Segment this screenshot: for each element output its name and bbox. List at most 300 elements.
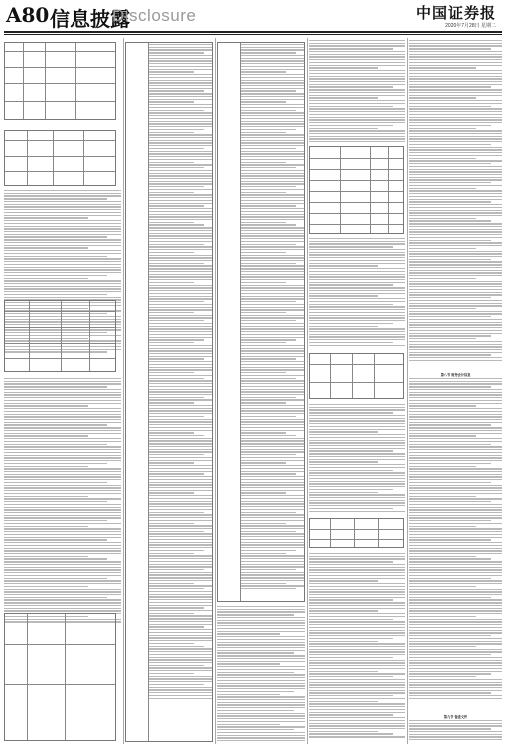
- text-line: [149, 153, 212, 154]
- text-line: [149, 265, 212, 266]
- text-line: [241, 115, 304, 116]
- text-line: [309, 478, 405, 479]
- text-line: [149, 224, 204, 225]
- text-line: [4, 297, 121, 298]
- text-line: [409, 673, 491, 674]
- text-line: [217, 710, 294, 711]
- text-line: [409, 455, 502, 456]
- text-line: [149, 473, 204, 474]
- text-line: [409, 103, 502, 104]
- text-line: [149, 654, 212, 655]
- text-line: [217, 685, 305, 686]
- text-line: [409, 130, 502, 131]
- text-line: [241, 142, 304, 143]
- text-line: [309, 733, 393, 734]
- text-line: [409, 660, 502, 661]
- text-line: [409, 292, 502, 293]
- column-3: [217, 38, 305, 744]
- text-line: [309, 257, 405, 258]
- text-line: [309, 282, 405, 283]
- text-line: [4, 267, 121, 268]
- text-line: [241, 96, 304, 97]
- text-line: [409, 360, 502, 361]
- text-line: [241, 304, 304, 305]
- text-line: [409, 408, 502, 409]
- text-line: [149, 186, 204, 187]
- text-line: [409, 561, 502, 562]
- text-line: [4, 226, 121, 227]
- text-line: [241, 419, 304, 420]
- text-line: [409, 654, 491, 655]
- text-line: [409, 575, 502, 576]
- text-line: [4, 206, 121, 207]
- text-line: [409, 240, 491, 241]
- text-line: [149, 615, 212, 616]
- text-line: [241, 271, 304, 272]
- text-line: [4, 258, 121, 259]
- text-line: [217, 644, 305, 645]
- text-line: [149, 528, 212, 529]
- text-line: [309, 70, 405, 71]
- text-line: [409, 608, 502, 609]
- text-line: [149, 358, 204, 359]
- text-line: [241, 145, 304, 146]
- text-line: [149, 49, 212, 50]
- text-line: [149, 241, 212, 242]
- text-line: [409, 160, 502, 161]
- text-line: [309, 591, 405, 592]
- text-line: [149, 129, 204, 130]
- text-line: [309, 511, 405, 512]
- text-line: [149, 613, 194, 614]
- text-line: [309, 638, 393, 639]
- text-line: [309, 243, 405, 244]
- text-line: [309, 714, 393, 715]
- text-line: [149, 618, 212, 619]
- text-line: [241, 194, 304, 195]
- text-line: [4, 487, 121, 488]
- text-line: [149, 263, 204, 264]
- text-line: [241, 104, 304, 105]
- text-line: [409, 662, 502, 663]
- text-line: [309, 274, 405, 275]
- text-line: [149, 670, 212, 671]
- text-line: [309, 701, 378, 702]
- text-line: [217, 726, 305, 727]
- text-line: [409, 515, 502, 516]
- text-line: [409, 322, 502, 323]
- text-line: [217, 617, 305, 618]
- section-heading: 第九节 备查文件: [443, 715, 468, 719]
- text-line: [409, 602, 502, 603]
- text-line: [149, 386, 212, 387]
- text-block: [4, 378, 121, 624]
- text-line: [241, 430, 304, 431]
- text-line: [309, 635, 405, 636]
- text-line: [309, 583, 405, 584]
- text-line: [309, 621, 405, 622]
- text-line: [241, 495, 304, 496]
- text-line: [149, 71, 194, 72]
- text-line: [241, 219, 304, 220]
- text-line: [241, 58, 304, 59]
- text-line: [309, 81, 405, 82]
- text-line: [409, 97, 476, 98]
- text-line: [409, 542, 502, 543]
- text-line: [409, 185, 502, 186]
- text-line: [309, 660, 405, 661]
- text-line: [309, 345, 405, 346]
- text-line: [149, 383, 212, 384]
- text-line: [409, 460, 502, 461]
- text-line: [309, 76, 405, 77]
- text-line: [149, 462, 194, 463]
- text-line: [409, 400, 502, 401]
- text-line: [4, 408, 121, 409]
- text-line: [409, 300, 502, 301]
- text-line: [149, 170, 212, 171]
- text-line: [409, 487, 502, 488]
- text-line: [149, 689, 212, 690]
- text-line: [409, 201, 491, 202]
- text-line: [409, 177, 502, 178]
- text-line: [309, 128, 378, 129]
- text-line: [309, 731, 378, 732]
- text-line: [309, 610, 378, 611]
- text-line: [149, 476, 212, 477]
- text-line: [309, 736, 405, 737]
- text-line: [309, 599, 393, 600]
- text-line: [409, 490, 502, 491]
- text-line: [309, 62, 405, 63]
- text-line: [241, 331, 304, 332]
- text-line: [149, 82, 212, 83]
- text-line: [149, 140, 212, 141]
- text-line: [4, 548, 121, 549]
- text-line: [241, 443, 304, 444]
- text-line: [409, 523, 502, 524]
- text-line: [149, 438, 212, 439]
- text-line: [409, 73, 502, 74]
- text-line: [149, 424, 212, 425]
- text-line: [149, 66, 212, 67]
- text-line: [241, 569, 296, 570]
- text-line: [217, 680, 305, 681]
- text-line: [149, 47, 212, 48]
- text-line: [217, 672, 294, 673]
- text-line: [4, 599, 121, 600]
- text-line: [409, 344, 502, 345]
- text-line: [149, 115, 212, 116]
- text-line: [309, 412, 393, 413]
- text-line: [309, 141, 405, 142]
- text-line: [149, 104, 212, 105]
- text-line: [149, 588, 204, 589]
- text-line: [217, 614, 294, 615]
- text-line: [309, 695, 393, 696]
- text-line: [241, 361, 304, 362]
- text-line: [309, 84, 405, 85]
- text-line: [409, 54, 502, 55]
- text-line: [149, 80, 212, 81]
- text-line: [409, 62, 502, 63]
- text-line: [4, 247, 88, 248]
- text-line: [241, 402, 286, 403]
- text-line: [309, 676, 393, 677]
- text-line: [409, 308, 476, 309]
- text-line: [309, 304, 393, 305]
- text-line: [409, 119, 502, 120]
- text-line: [409, 330, 502, 331]
- text-line: [241, 151, 304, 152]
- text-line: [149, 162, 194, 163]
- text-line: [241, 238, 304, 239]
- text-line: [217, 724, 280, 725]
- text-line: [4, 234, 121, 235]
- text-line: [4, 195, 121, 196]
- text-line: [4, 414, 121, 415]
- text-line: [309, 434, 405, 435]
- text-line: [241, 397, 296, 398]
- text-line: [241, 394, 304, 395]
- text-line: [4, 501, 107, 502]
- text-line: [309, 117, 405, 118]
- text-block: [409, 40, 502, 363]
- text-line: [241, 192, 286, 193]
- text-line: [409, 196, 502, 197]
- text-line: [4, 583, 121, 584]
- text-line: [149, 692, 212, 693]
- text-line: [409, 591, 502, 592]
- text-line: [241, 380, 304, 381]
- text-line: [241, 520, 304, 521]
- text-line: [409, 526, 476, 527]
- text-line: [409, 679, 502, 680]
- text-line: [149, 244, 204, 245]
- text-line: [149, 648, 212, 649]
- text-line: [309, 500, 405, 501]
- text-line: [149, 596, 212, 597]
- text-line: [409, 613, 502, 614]
- text-line: [241, 588, 296, 589]
- text-line: [409, 698, 502, 699]
- text-line: [241, 544, 304, 545]
- text-line: [241, 189, 304, 190]
- text-line: [309, 668, 405, 669]
- text-line: [149, 421, 212, 422]
- text-line: [241, 503, 304, 504]
- text-line: [409, 319, 502, 320]
- text-line: [4, 460, 121, 461]
- text-line: [4, 231, 121, 232]
- text-line: [4, 504, 121, 505]
- text-line: [149, 471, 212, 472]
- text-line: [241, 167, 296, 168]
- text-line: [409, 95, 502, 96]
- text-line: [217, 718, 305, 719]
- text-line: [409, 630, 502, 631]
- text-line: [241, 110, 296, 111]
- text-line: [241, 525, 304, 526]
- text-line: [309, 641, 378, 642]
- text-line: [241, 528, 304, 529]
- text-line: [241, 129, 296, 130]
- text-line: [309, 643, 405, 644]
- text-line: [309, 320, 405, 321]
- text-line: [149, 298, 212, 299]
- text-line: [309, 89, 405, 90]
- text-line: [409, 92, 502, 93]
- text-line: [241, 82, 304, 83]
- text-line: [409, 430, 502, 431]
- text-line: [409, 48, 491, 49]
- text-line: [241, 536, 304, 537]
- text-line: [4, 416, 121, 417]
- text-line: [409, 731, 502, 732]
- text-line: [241, 572, 304, 573]
- text-line: [4, 517, 121, 518]
- text-line: [149, 326, 212, 327]
- text-line: [149, 279, 212, 280]
- text-line: [309, 456, 405, 457]
- text-line: [149, 416, 204, 417]
- text-line: [4, 526, 88, 527]
- text-line: [149, 192, 194, 193]
- text-line: [217, 715, 305, 716]
- text-line: [4, 468, 121, 469]
- text-line: [149, 427, 212, 428]
- text-line: [409, 171, 502, 172]
- text-line: [217, 713, 305, 714]
- text-line: [309, 578, 405, 579]
- text-line: [409, 199, 502, 200]
- table-col4-c: [309, 518, 404, 548]
- text-line: [149, 399, 212, 400]
- text-line: [409, 397, 502, 398]
- text-line: [4, 452, 121, 453]
- text-line: [149, 77, 212, 78]
- text-line: [241, 137, 304, 138]
- text-line: [149, 85, 212, 86]
- text-line: [149, 662, 212, 663]
- text-line: [241, 550, 296, 551]
- text-line: [409, 583, 502, 584]
- text-line: [241, 279, 304, 280]
- text-line: [409, 335, 491, 336]
- text-line: [149, 430, 212, 431]
- text-line: [309, 448, 405, 449]
- text-line: [309, 627, 405, 628]
- table-text: [149, 44, 212, 700]
- text-line: [149, 63, 212, 64]
- text-line: [409, 267, 502, 268]
- text-line: [4, 449, 121, 450]
- dateline: 2020年7月28日 星期二: [445, 23, 496, 29]
- text-line: [409, 537, 502, 538]
- text-line: [241, 410, 304, 411]
- text-line: [409, 303, 502, 304]
- text-line: [409, 51, 502, 52]
- text-line: [241, 276, 304, 277]
- text-line: [217, 655, 305, 656]
- text-line: [409, 528, 502, 529]
- text-line: [149, 356, 212, 357]
- text-line: [309, 567, 405, 568]
- text-line: [149, 372, 194, 373]
- text-line: [217, 652, 294, 653]
- text-line: [217, 636, 305, 637]
- text-line: [409, 594, 502, 595]
- text-line: [409, 383, 502, 384]
- text-line: [409, 493, 502, 494]
- text-line: [149, 249, 212, 250]
- text-line: [409, 327, 502, 328]
- text-line: [241, 159, 304, 160]
- text-line: [309, 472, 405, 473]
- text-line: [309, 336, 405, 337]
- text-line: [241, 512, 296, 513]
- text-line: [149, 369, 212, 370]
- text-line: [409, 128, 476, 129]
- text-line: [4, 569, 121, 570]
- text-line: [149, 440, 212, 441]
- text-line: [4, 534, 121, 535]
- text-line: [217, 666, 305, 667]
- text-line: [309, 467, 405, 468]
- text-line: [4, 378, 121, 379]
- newspaper-body: [4, 38, 502, 744]
- text-line: [217, 704, 305, 705]
- text-line: [241, 542, 304, 543]
- text-line: [4, 531, 121, 532]
- text-line: [309, 632, 405, 633]
- text-line: [149, 178, 212, 179]
- text-line: [309, 706, 405, 707]
- text-line: [241, 342, 286, 343]
- text-line: [241, 252, 286, 253]
- text-line: [4, 242, 121, 243]
- text-line: [149, 301, 204, 302]
- text-line: [409, 166, 502, 167]
- text-line: [149, 659, 212, 660]
- text-line: [309, 429, 405, 430]
- text-line: [309, 657, 393, 658]
- text-line: [149, 454, 204, 455]
- text-line: [241, 230, 304, 231]
- text-line: [149, 287, 212, 288]
- text-line: [241, 375, 304, 376]
- text-line: [217, 694, 280, 695]
- text-line: [409, 147, 502, 148]
- column-4: [309, 38, 405, 744]
- text-line: [309, 717, 405, 718]
- text-line: [241, 118, 304, 119]
- text-line: [309, 725, 405, 726]
- text-line: [149, 173, 212, 174]
- text-line: [241, 222, 286, 223]
- text-line: [409, 78, 502, 79]
- text-line: [409, 190, 502, 191]
- text-line: [409, 297, 491, 298]
- text-line: [309, 279, 405, 280]
- text-line: [309, 301, 405, 302]
- text-line: [149, 312, 194, 313]
- text-line: [409, 386, 491, 387]
- text-line: [149, 268, 212, 269]
- text-line: [217, 631, 305, 632]
- text-line: [241, 490, 304, 491]
- text-line: [409, 482, 491, 483]
